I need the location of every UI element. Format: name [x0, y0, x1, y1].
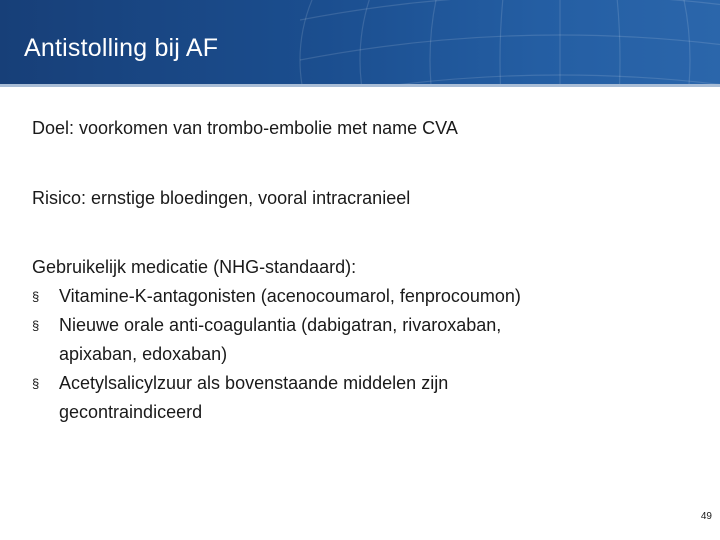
list-item: [32, 311, 521, 369]
slide-title: Antistolling bij AF: [24, 34, 219, 62]
list-item: [32, 282, 521, 311]
medication-section: [32, 253, 521, 427]
risk-text: Risico: ernstige bloedingen, vooral intracranieel: [32, 188, 411, 208]
list-item-line: Nieuwe orale anti-coagulantia (dabigatran, rivaroxaban,: [59, 315, 502, 335]
list-item-line: gecontraindiceerd: [59, 402, 203, 422]
bullet-icon: §: [32, 376, 40, 391]
bullet-icon: §: [32, 318, 40, 333]
page-number: 49: [700, 511, 712, 522]
goal-text: Doel: voorkomen van trombo-embolie met name CVA: [32, 118, 458, 138]
list-item: [32, 369, 521, 427]
medication-list: [32, 282, 521, 427]
bullet-icon: §: [32, 289, 40, 304]
title-banner: [0, 0, 720, 84]
list-item-line: apixaban, edoxaban): [59, 344, 228, 364]
list-item-line: Vitamine-K-antagonisten (acenocoumarol, fenprocoumon): [59, 286, 521, 306]
list-item-line: Acetylsalicylzuur als bovenstaande middelen zijn: [59, 373, 449, 393]
title-divider: [0, 84, 720, 87]
medication-heading: Gebruikelijk medicatie (NHG-standaard):: [32, 257, 357, 277]
